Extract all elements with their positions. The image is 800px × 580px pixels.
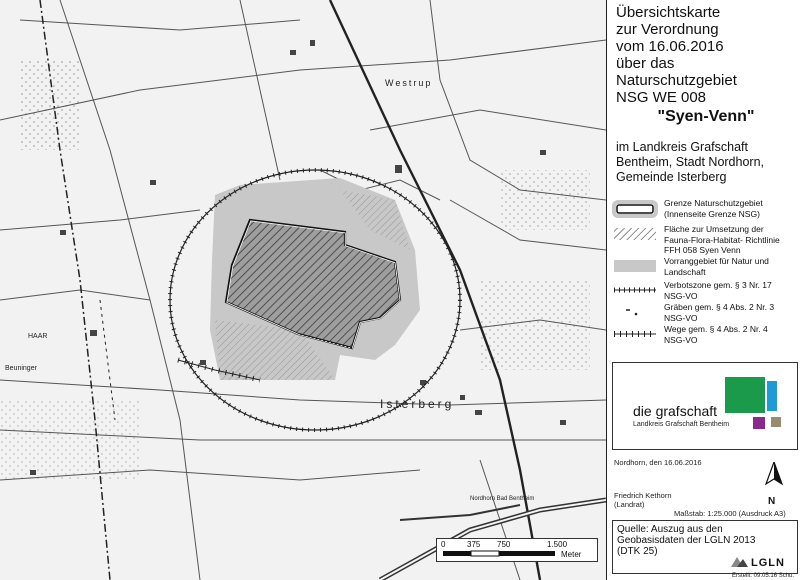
legend-line: (Innenseite Grenze NSG)	[664, 208, 760, 219]
logo-brown-square	[771, 417, 781, 427]
path-icon	[612, 326, 658, 344]
scale-bar	[436, 538, 598, 562]
north-arrow-icon	[762, 462, 786, 496]
legend-line: NSG-VO	[664, 312, 698, 323]
created-note: Erstellt: 09.05.16 Schu.	[732, 573, 795, 579]
nsg-name: "Syen-Venn"	[657, 108, 755, 125]
priority-area-icon	[612, 258, 658, 276]
scale-tick-750: 750	[497, 540, 511, 549]
title-line: zur Verordnung	[616, 21, 719, 38]
map-label-beuninger: Beuninger	[5, 365, 37, 372]
legend-line: Gräben gem. § 4 Abs. 2 Nr. 3	[664, 302, 775, 312]
logo-purple-square	[753, 417, 765, 429]
title-line: NSG WE 008	[616, 89, 707, 106]
admin-description	[616, 140, 798, 185]
north-label: N	[768, 496, 776, 507]
legend-line: Fauna-Flora-Habitat- Richtlinie	[664, 234, 780, 245]
logo-blue-square	[767, 381, 777, 411]
legend-line: FFH 058 Syen Venn	[664, 245, 741, 255]
prohibition-zone-icon	[612, 282, 658, 300]
source-line: Geobasisdaten der LGLN 2013	[617, 535, 756, 546]
legend-item-path	[612, 324, 800, 354]
source-box	[612, 520, 798, 574]
logo-subtitle: Landkreis Grafschaft Bentheim	[633, 421, 730, 428]
logo-green-square	[725, 377, 765, 413]
scale-text: Maßstab: 1:25.000 (Ausdruck A3)	[674, 509, 786, 518]
map-label-haar: HAAR	[28, 333, 48, 340]
source-line: Quelle: Auszug aus den	[617, 524, 723, 535]
title-line: über das	[616, 55, 675, 72]
source-line: (DTK 25)	[617, 546, 658, 557]
logo-wordmark: die grafschaft	[633, 403, 718, 419]
district-logo	[612, 362, 798, 450]
map-title	[616, 4, 796, 106]
title-line: Naturschutzgebiet	[616, 72, 737, 89]
map-label-bentheim: Nordhorn Bad Bentheim	[470, 496, 535, 502]
scale-tick-0: 0	[441, 540, 446, 549]
legend-line: NSG-VO	[664, 290, 698, 301]
legend-line: Vorranggebiet für Natur und	[664, 256, 769, 266]
legend-line: Landschaft	[664, 266, 706, 277]
legend-line: Verbotszone gem. § 3 Nr. 17	[664, 280, 772, 290]
map-label-isterberg: Isterberg	[380, 397, 455, 411]
ffh-hatch-icon	[612, 226, 658, 244]
admin-line: Gemeinde Isterberg	[616, 170, 727, 184]
lgln-wordmark: LGLN	[751, 557, 785, 569]
scale-tick-1500: 1.500	[547, 540, 568, 549]
signer-name: Friedrich Kethorn	[614, 491, 672, 500]
legend-item-ffh	[612, 224, 800, 254]
admin-line: Bentheim, Stadt Nordhorn,	[616, 155, 764, 169]
nsg-boundary-icon	[612, 200, 658, 218]
legend-line: Wege gem. § 4 Abs. 2 Nr. 4	[664, 324, 768, 334]
place-date: Nordhorn, den 16.06.2016	[614, 458, 702, 467]
scale-unit: Meter	[561, 550, 582, 559]
signer-role: (Landrat)	[614, 500, 645, 509]
legend-line: Grenze Naturschutzgebiet	[664, 198, 763, 208]
legend-line: Fläche zur Umsetzung der	[664, 224, 764, 234]
title-line: Übersichtskarte	[616, 4, 721, 21]
title-line: vom 16.06.2016	[616, 38, 724, 55]
admin-line: im Landkreis Grafschaft	[616, 140, 748, 154]
map-label-westrup: Westrup	[385, 78, 433, 88]
legend-line: NSG-VO	[664, 334, 698, 345]
ditch-icon	[612, 304, 658, 322]
lgln-logo-icon	[729, 555, 749, 569]
scale-tick-375: 375	[467, 540, 481, 549]
